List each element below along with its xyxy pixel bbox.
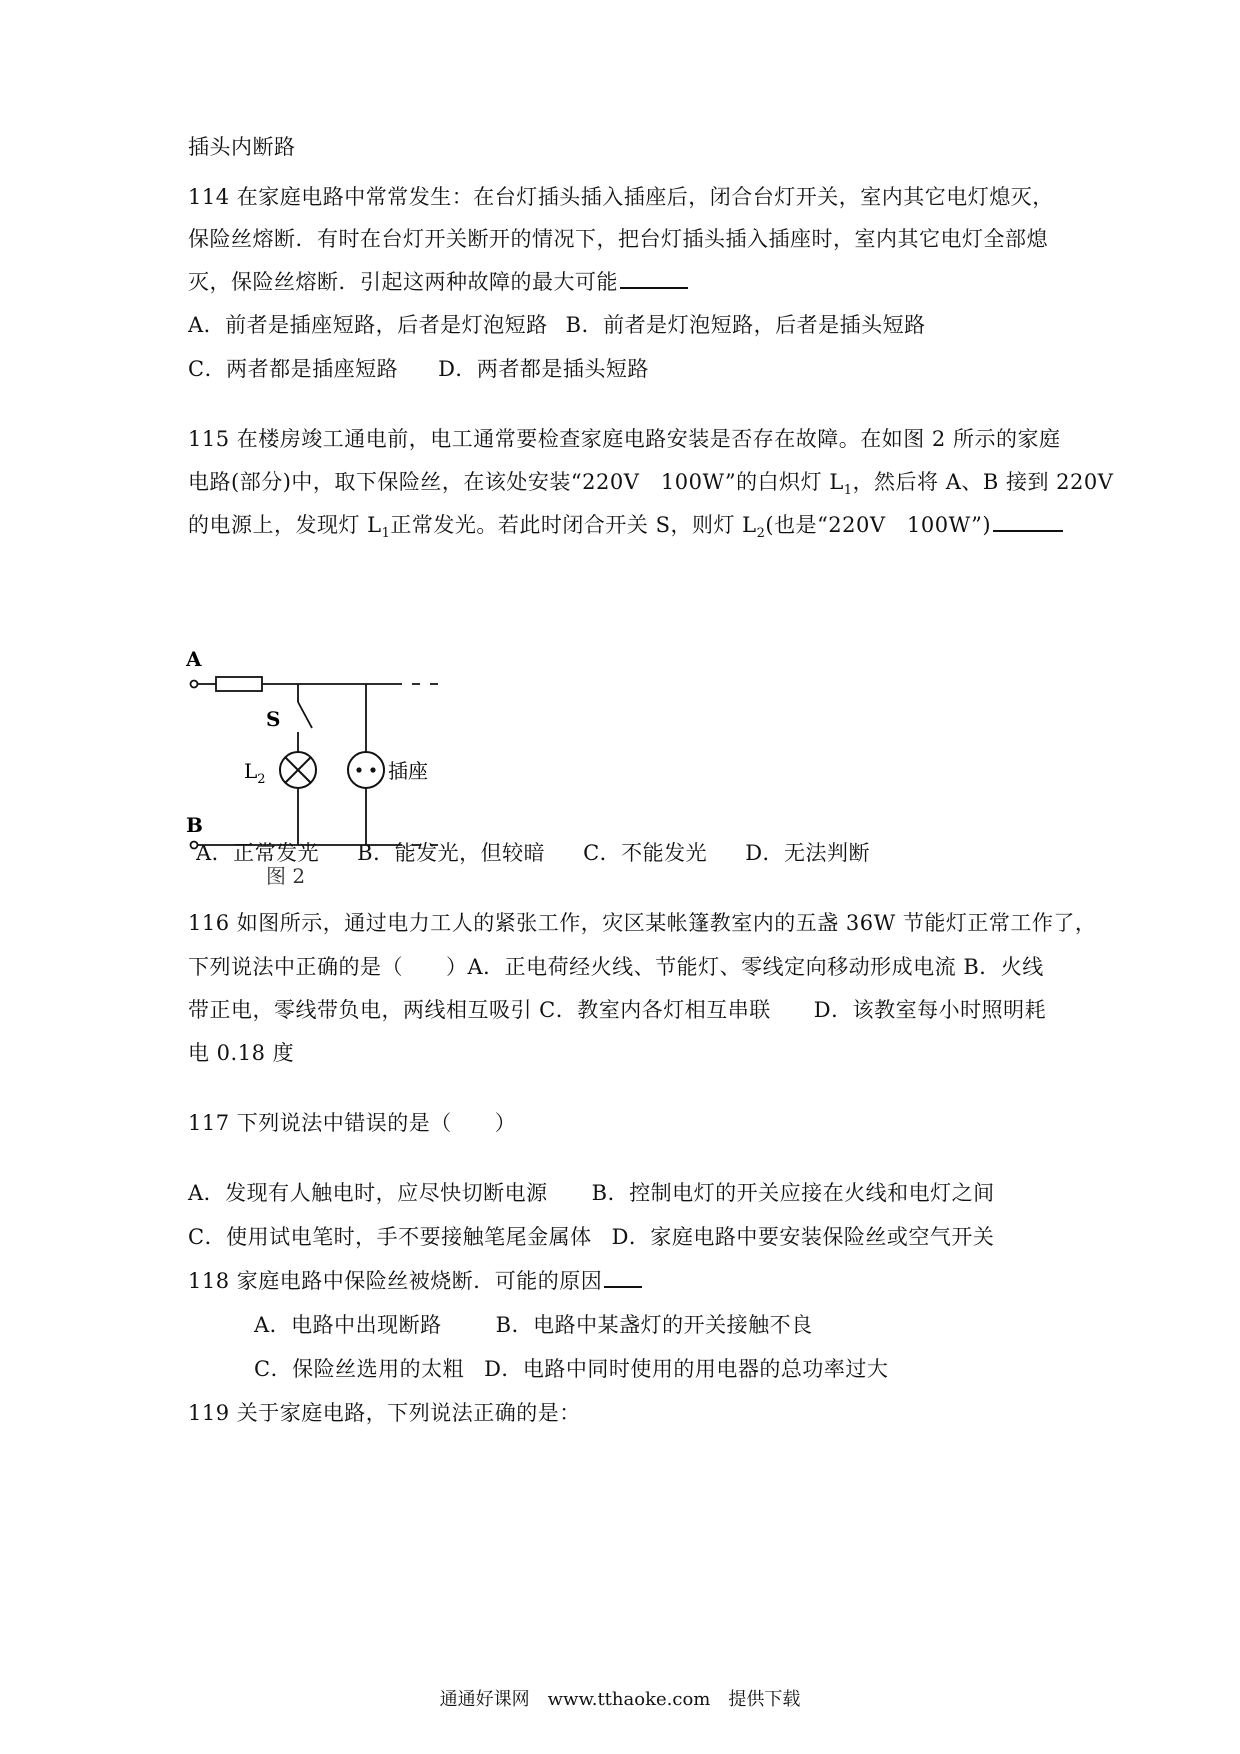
subscript: 2 xyxy=(756,526,766,542)
q115-options-row xyxy=(196,838,870,868)
q114-line-3 xyxy=(188,267,688,297)
q114-line-3-text: 灭，保险丝熔断．引起这两种故障的最大可能 xyxy=(188,270,618,294)
q119-stem: 119 关于家庭电路，下列说法正确的是： xyxy=(188,1401,581,1425)
q117-stem: 117 下列说法中错误的是（ ） xyxy=(188,1111,517,1135)
q115-line-2-part-a: 电路(部分)中，取下保险丝，在该处安装“220V 100W”的白炽灯 L xyxy=(188,470,844,494)
q115-line-1: 115 在楼房竣工通电前，电工通常要检查家庭电路安装是否存在故障。在如图 2 所示的家庭 xyxy=(188,427,1061,451)
q114-option-c: C．两者都是插座短路 xyxy=(188,357,399,381)
q115-option-d: D．无法判断 xyxy=(745,841,871,865)
answer-blank xyxy=(620,267,688,289)
q114-options-row-1 xyxy=(188,310,926,340)
carryover-line: 插头内断路 xyxy=(188,135,296,159)
q114-option-a: A．前者是插座短路，后者是灯泡短路 xyxy=(188,313,548,337)
q116-line-3: 带正电，零线带负电，两线相互吸引 C．教室内各灯相互串联 D．该教室每小时照明耗 xyxy=(188,998,1047,1022)
q114-line-2: 保险丝熔断．有时在台灯开关断开的情况下，把台灯插头插入插座时，室内其它电灯全部熄 xyxy=(188,227,1048,251)
q115-line-3 xyxy=(188,510,1063,549)
figure-caption: 图 2 xyxy=(266,864,306,888)
q118-stem-line xyxy=(188,1266,642,1296)
page-footer: 通通好课网 www.tthaoke.com 提供下载 xyxy=(439,1689,801,1710)
q114-option-b: B．前者是灯泡短路，后者是插头短路 xyxy=(565,313,926,337)
q118-option-b: B．电路中某盏灯的开关接触不良 xyxy=(495,1313,813,1337)
q114-option-d: D．两者都是插头短路 xyxy=(438,357,649,381)
q115-line-3-part-b: 正常发光。若此时闭合开关 S，则灯 L xyxy=(390,513,757,537)
q117-option-a: A．发现有人触电时，应尽快切断电源 xyxy=(188,1181,548,1205)
terminal-a xyxy=(191,681,198,688)
q115-line-3-part-a: 的电源上，发现灯 L xyxy=(188,513,382,537)
terminal-label-a: A xyxy=(186,648,202,671)
switch-label: S xyxy=(266,707,281,731)
q118-option-c: C．保险丝选用的太粗 xyxy=(254,1357,465,1381)
q118-option-d: D．电路中同时使用的用电器的总功率过大 xyxy=(484,1357,889,1381)
socket xyxy=(348,752,384,788)
subscript: 1 xyxy=(381,526,391,542)
q117-option-d: D．家庭电路中要安装保险丝或空气开关 xyxy=(611,1225,995,1249)
lamp-label: $L_2$ xyxy=(244,759,266,787)
q114-options-row-2 xyxy=(188,354,649,384)
q117-option-c: C．使用试电笔时，手不要接触笔尾金属体 xyxy=(188,1225,592,1249)
q115-option-a: A．正常发光 xyxy=(196,841,320,865)
q118-option-a: A．电路中出现断路 xyxy=(254,1313,442,1337)
q116-line-4: 电 0.18 度 xyxy=(188,1041,295,1065)
q116-line-1: 116 如图所示，通过电力工人的紧张工作，灾区某帐篷教室内的五盏 36W 节能灯正常工作了， xyxy=(188,911,1097,935)
q115-option-c: C．不能发光 xyxy=(583,841,708,865)
q116-line-2: 下列说法中正确的是（ ）A．正电荷经火线、节能灯、零线定向移动形成电流 B．火线 xyxy=(188,955,1044,979)
socket-label: 插座 xyxy=(388,759,428,783)
q118-stem: 118 家庭电路中保险丝被烧断．可能的原因 xyxy=(188,1269,603,1293)
q117-option-b: B．控制电灯的开关应接在火线和电灯之间 xyxy=(591,1181,995,1205)
fuse xyxy=(216,677,262,691)
terminal-label-b: B xyxy=(186,813,203,837)
q115-option-b: B．能发光，但较暗 xyxy=(357,841,546,865)
q117-options-row-2 xyxy=(188,1222,994,1252)
q118-options-row-1 xyxy=(254,1310,813,1340)
q114-line-1: 114 在家庭电路中常常发生：在台灯插头插入插座后，闭合台灯开关，室内其它电灯熄灭， xyxy=(188,185,1054,209)
switch-s xyxy=(298,702,312,728)
answer-blank xyxy=(993,510,1063,532)
q117-options-row-1 xyxy=(188,1178,995,1208)
q115-line-2 xyxy=(188,467,1113,506)
q115-line-2-part-b: ，然后将 A、B 接到 220V xyxy=(852,470,1114,494)
subscript: 1 xyxy=(843,483,853,499)
q115-line-3-part-c: (也是“220V 100W”) xyxy=(765,513,992,537)
q118-options-row-2 xyxy=(254,1354,888,1384)
answer-blank xyxy=(604,1266,642,1288)
